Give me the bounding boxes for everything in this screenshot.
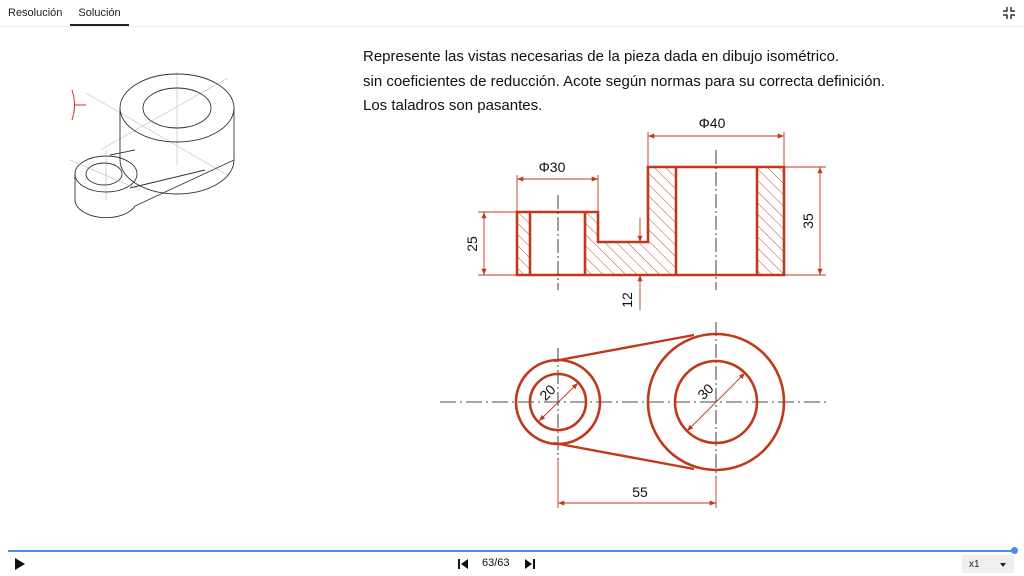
dim-25: 25 <box>464 236 480 252</box>
problem-line-2: sin coeficientes de reducción. Acote según normas para su correcta definición. <box>363 72 885 90</box>
skip-next-icon[interactable] <box>524 558 536 570</box>
progress-bar[interactable] <box>8 550 1016 552</box>
dim-phi40: Φ40 <box>698 115 726 131</box>
dim-phi30: Φ30 <box>538 159 566 175</box>
tab-resolucion[interactable]: Resolución <box>8 7 63 19</box>
progress-handle[interactable] <box>1011 547 1018 554</box>
slide-counter: 63/63 <box>482 557 510 569</box>
problem-line-3: Los taladros son pasantes. <box>363 97 543 114</box>
red-mark <box>72 90 86 120</box>
speed-value: x1 <box>969 559 980 570</box>
dim-30: 30 <box>694 380 717 403</box>
top-view <box>440 322 830 478</box>
chevron-down-icon <box>1000 563 1006 567</box>
dim-35: 35 <box>800 213 816 229</box>
dim-20: 20 <box>536 381 559 404</box>
tab-solucion[interactable]: Solución <box>70 0 128 26</box>
dim-12: 12 <box>619 292 635 308</box>
problem-line-1: Represente las vistas necesarias de la pieza dada en dibujo isométrico. <box>363 48 840 65</box>
speed-select[interactable] <box>962 555 1014 573</box>
dim-55: 55 <box>632 484 648 500</box>
isometric-sketch <box>70 72 234 218</box>
skip-previous-icon[interactable] <box>457 558 469 570</box>
play-icon[interactable] <box>15 558 25 570</box>
